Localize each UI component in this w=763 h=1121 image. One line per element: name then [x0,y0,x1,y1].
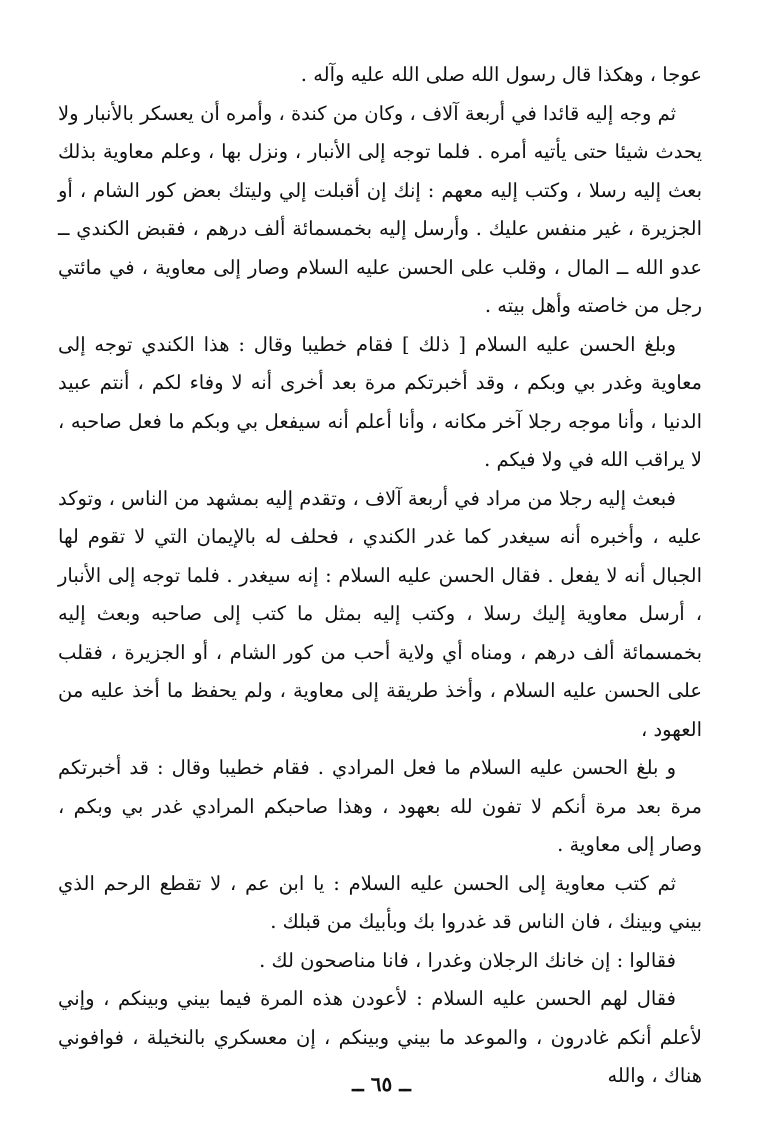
paragraph: وبلغ الحسن عليه السلام [ ذلك ] فقام خطيبا وقال : هذا الكندي توجه إلى معاوية وغدر بي وبكم ، وقد أخبرتكم مرة بعد أخرى أنه لا وفاء لكم ، أنتم عبيد الدنيا ، وأنا موجه رجلا آخر مكانه ، وأنا أعلم أنه سيفعل بي وبكم ما فعل صاحبه ، لا يراقب الله في ولا فيكم . [58,332,702,471]
paragraph: فقالوا : إن خانك الرجلان وغدرا ، فانا مناصحون لك . [259,948,676,972]
paragraph: عوجا ، وهكذا قال رسول الله صلى الله عليه وآله . [300,63,702,86]
page-number: ــ ٦٥ ــ [352,1072,411,1096]
paragraph: فقال لهم الحسن عليه السلام : لأعودن هذه المرة فيما بيني وبينكم ، وإني لأعلم أنكم غادرون ، والموعد ما بيني وبينكم ، إن معسكري بالنخيلة ، فوافوني هناك ، والله [58,987,702,1087]
paragraph: و بلغ الحسن عليه السلام ما فعل المرادي . فقام خطيبا وقال : قد أخبرتكم مرة بعد مرة أنكم لا تفون لله بعهود ، وهذا صاحبكم المرادي غدر بي وبكم ، وصار إلى معاوية . [58,756,702,856]
paragraph: ثم كتب معاوية إلى الحسن عليه السلام : يا ابن عم ، لا تقطع الرحم الذي بيني وبينك ، فان الناس قد غدروا بك وبأبيك من قبلك . [58,871,702,933]
document-page [58,56,702,1096]
paragraph: ثم وجه إليه قائدا في أربعة آلاف ، وكان من كندة ، وأمره أن يعسكر بالأنبار ولا يحدث شيئا حتى يأتيه أمره . فلما توجه إلى الأنبار ، ونزل بها ، وعلم معاوية بذلك بعث إليه رسلا ، وكتب إليه معهم : إنك إن أقبلت إلي وليتك بعض كور الشام ، أو الجزيرة ، غير منفس عليك . وأرسل إليه بخمسمائة ألف درهم ، فقبض الكندي ــ عدو الله ــ المال ، وقلب على الحسن عليه السلام وصار إلى معاوية ، في مائتي رجل من خاصته وأهل بيته . [58,101,702,317]
paragraph: فبعث إليه رجلا من مراد في أربعة آلاف ، وتقدم إليه بمشهد من الناس ، وتوكد عليه ، وأخبره أنه سيغدر كما غدر الكندي ، فحلف له بالإيمان التي لا تقوم لها الجبال أنه لا يفعل . فقال الحسن عليه السلام : إنه سيغدر . فلما توجه إلى الأنبار ، أرسل معاوية إليك رسلا ، وكتب إليه بمثل ما كتب إلى صاحبه وبعث إليه بخمسمائة ألف درهم ، ومناه أي ولاية أحب من كور الشام ، أو الجزيرة ، فقلب على الحسن عليه السلام ، وأخذ طريقة إلى معاوية ، ولم يحفظ ما أخذ عليه من العهود ، [58,486,702,741]
